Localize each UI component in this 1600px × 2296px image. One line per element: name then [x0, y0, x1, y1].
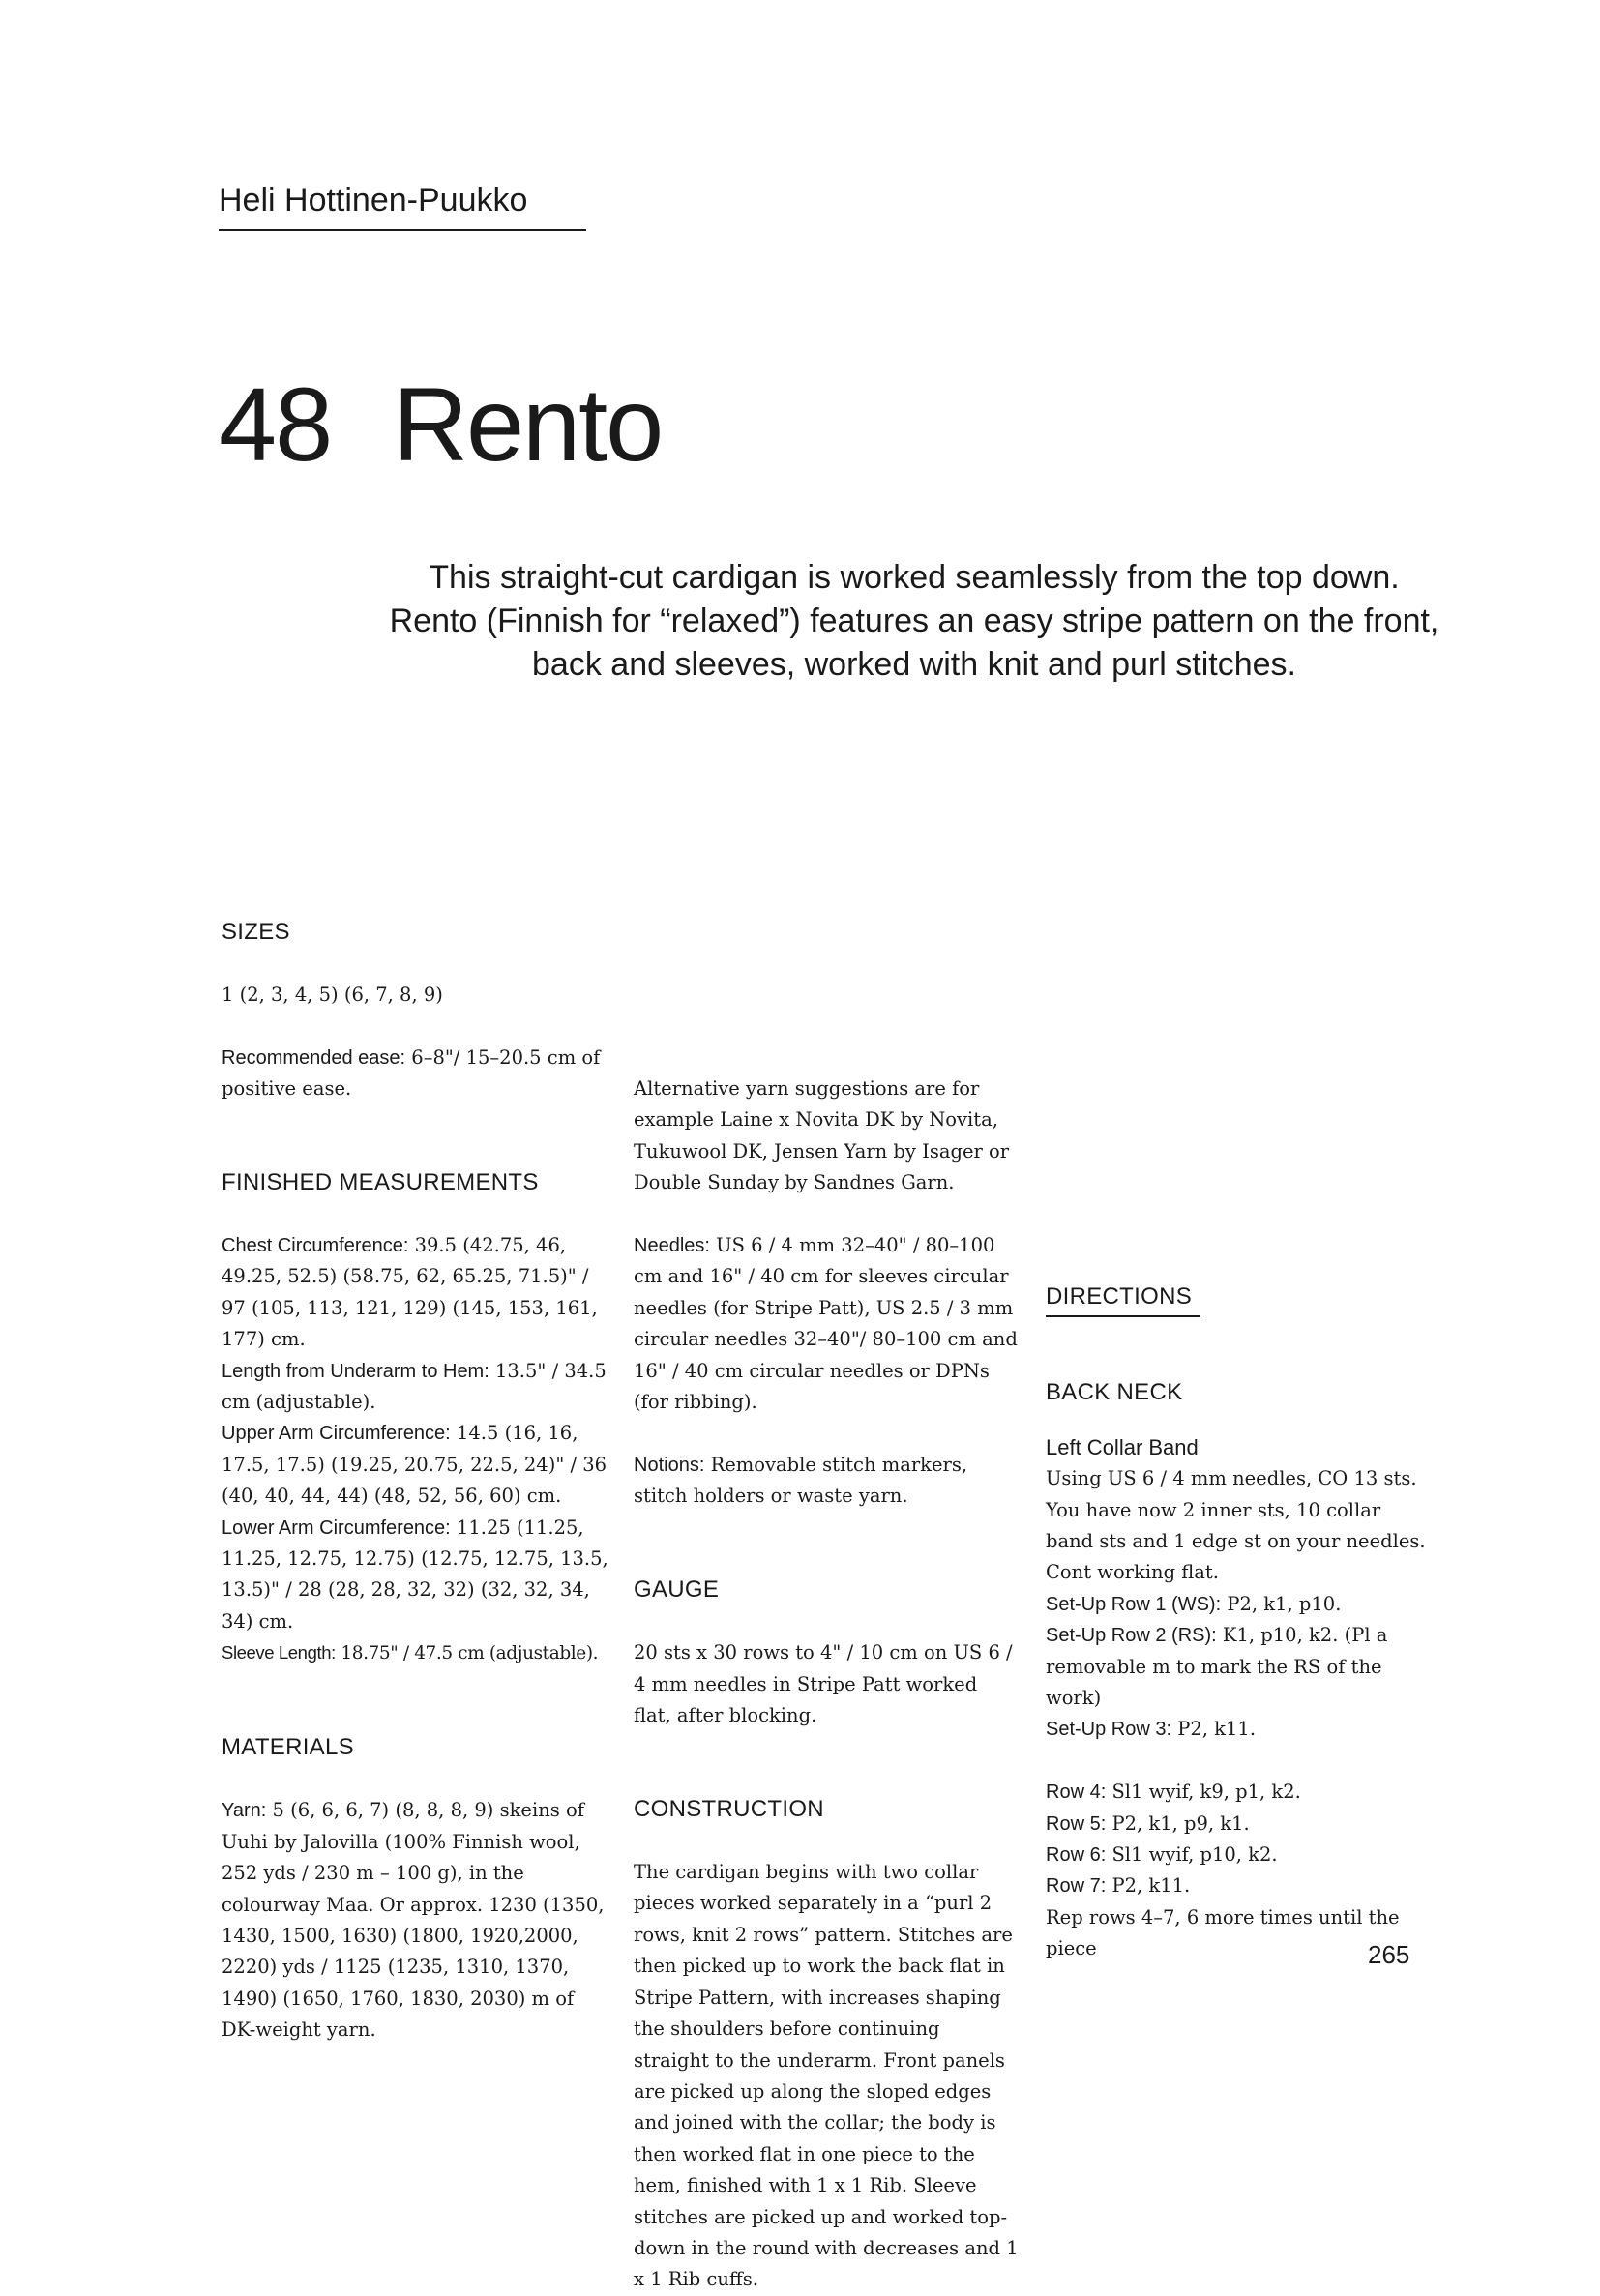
- notions-text: Removable stitch markers, stitch holders or waste yarn.: [634, 1453, 968, 1508]
- measurement-text: 39.5 (42.75, 46, 49.25, 52.5) (58.75, 62, 65.25, 71.5)" / 97 (105, 113, 121, 129) (145, 153, 161, 177) cm.: [222, 1234, 598, 1351]
- gauge-text: 20 sts x 30 rows to 4" / 10 cm on US 6 / 4 mm needles in Stripe Patt worked flat, after blocking.: [634, 1641, 1013, 1727]
- setup-row-label: Set-Up Row 1 (WS):: [1046, 1593, 1222, 1615]
- ease-label: Recommended ease:: [222, 1046, 406, 1069]
- yarn-text: 5 (6, 6, 6, 7) (8, 8, 8, 9) skeins of Uuhi by Jalovilla (100% Finnish wool, 252 yds / 230 m – 100 g), in the colourway Maa. Or approx. 1230 (1350, 1430, 1500, 1630) (1800, 1920,2000, 2220) yds / 1125 (1235, 1310, 1370, 1490) (1650, 1760, 1830, 2030) m of DK-weight yarn.: [222, 1799, 605, 2042]
- collar-intro: Using US 6 / 4 mm needles, CO 13 sts. You have now 2 inner sts, 10 collar band sts and 1 edge st on your needles. Cont working flat.: [1046, 1467, 1426, 1584]
- pattern-row: [1046, 1840, 1433, 1870]
- pattern-row-label: Row 7:: [1046, 1875, 1107, 1898]
- measurement-text: 11.25 (11.25, 11.25, 12.75, 12.75) (12.75, 12.75, 13.5, 13.5)" / 28 (28, 28, 32, 32) (32, 32, 34, 34) cm.: [222, 1516, 608, 1633]
- setup-row: [1046, 1589, 1433, 1620]
- setup-row-label: Set-Up Row 3:: [1046, 1719, 1172, 1741]
- directions-heading: DIRECTIONS: [1046, 1282, 1200, 1317]
- needles-text: US 6 / 4 mm 32–40" / 80–100 cm and 16" / 40 cm for sleeves circular needles (for Stripe Patt), US 2.5 / 3 mm circular needles 32–40"/ 80–100 cm and 16" / 40 cm circular needles or DPNs (for ribbing).: [634, 1234, 1018, 1414]
- left-collar-heading: Left Collar Band: [1046, 1434, 1199, 1459]
- pattern-row-label: Row 5:: [1046, 1812, 1107, 1835]
- measurement-text: 13.5" / 34.5 cm (adjustable).: [222, 1359, 607, 1414]
- materials-heading: MATERIALS: [222, 1734, 354, 1761]
- needles-paragraph: [634, 1230, 1021, 1418]
- measurement-label: Upper Arm Circumference:: [222, 1423, 451, 1445]
- yarn-label: Yarn:: [222, 1800, 267, 1822]
- setup-row-text: P2, k1, p10.: [1221, 1592, 1342, 1615]
- pattern-row: [1046, 1777, 1433, 1808]
- measurement-item: [222, 1513, 608, 1638]
- measurement-item: [222, 1356, 608, 1419]
- measurement-item: [222, 1418, 608, 1512]
- measurement-text: 14.5 (16, 16, 17.5, 17.5) (19.25, 20.75, 22.5, 24)" / 36 (40, 40, 44, 44) (48, 52, 56, 60) cm.: [222, 1422, 607, 1508]
- page-number: 265: [1368, 1940, 1410, 1969]
- needles-label: Needles:: [634, 1235, 710, 1257]
- column-3: [1046, 1281, 1433, 1965]
- alt-yarn-paragraph: Alternative yarn suggestions are for example Laine x Novita DK by Novita, Tukuwool DK, Jensen Yarn by Isager or Double Sunday by Sandnes Garn.: [634, 1077, 1010, 1194]
- back-neck-heading: BACK NECK: [1046, 1379, 1183, 1406]
- pattern-row-text: P2, k11.: [1106, 1874, 1191, 1898]
- gauge-heading: GAUGE: [634, 1576, 720, 1604]
- pattern-row-text: Sl1 wyif, k9, p1, k2.: [1106, 1781, 1301, 1804]
- column-2: [634, 1074, 1021, 2296]
- yarn-paragraph: [222, 1795, 608, 2046]
- pattern-row-text: P2, k1, p9, k1.: [1106, 1811, 1250, 1835]
- pattern-row: [1046, 1809, 1433, 1840]
- construction-text: The cardigan begins with two collar pieces worked separately in a “purl 2 rows, knit 2 rows” pattern. Stitches are then picked up to work the back flat in Stripe Pattern, with increases shaping the shoulders before continuing straight to the underarm. Front panels are picked up along the sloped edges and joined with the collar; the body is then worked flat in one piece to the hem, finished with 1 x 1 Rib. Sleeve stitches are picked up and worked top-down in the round with decreases and 1 x 1 Rib cuffs.: [634, 1861, 1019, 2291]
- finished-heading: FINISHED MEASUREMENTS: [222, 1169, 539, 1196]
- measurement-label: Length from Underarm to Hem:: [222, 1360, 489, 1382]
- pattern-row-text: Sl1 wyif, p10, k2.: [1106, 1843, 1278, 1867]
- measurement-item: [222, 1637, 608, 1669]
- pattern-row-label: Row 6:: [1046, 1844, 1107, 1867]
- author-name: Heli Hottinen-Puukko: [219, 182, 586, 231]
- notions-label: Notions:: [634, 1454, 705, 1476]
- repeat-text: Rep rows 4–7, 6 more times until the piece: [1046, 1905, 1400, 1960]
- sizes-values: 1 (2, 3, 4, 5) (6, 7, 8, 9): [222, 983, 443, 1006]
- measurement-label: Chest Circumference:: [222, 1235, 409, 1256]
- measurement-label: Lower Arm Circumference:: [222, 1516, 451, 1539]
- sizes-heading: SIZES: [222, 919, 290, 945]
- measurement-text: 18.75" / 47.5 cm (adjustable).: [335, 1643, 599, 1664]
- construction-heading: CONSTRUCTION: [634, 1796, 824, 1823]
- setup-row: [1046, 1620, 1433, 1714]
- column-1: [222, 917, 608, 2046]
- pattern-row: [1046, 1870, 1433, 1901]
- intro-paragraph: This straight-cut cardigan is worked seamlessly from the top down. Rento (Finnish for “relaxed”) features an easy stripe pattern on the front, back and sleeves, worked with knit and purl stitches.: [389, 559, 1439, 683]
- ease-paragraph: [222, 1043, 608, 1105]
- pattern-number: 48: [219, 366, 332, 483]
- notions-paragraph: [634, 1450, 1021, 1513]
- setup-row-label: Set-Up Row 2 (RS):: [1046, 1625, 1217, 1647]
- measurement-label: Sleeve Length:: [222, 1642, 336, 1663]
- pattern-row-label: Row 4:: [1046, 1781, 1107, 1804]
- setup-row-text: K1, p10, k2. (Pl a removable m to mark the RS of the work): [1046, 1624, 1388, 1710]
- measurement-item: [222, 1230, 608, 1356]
- setup-row-text: P2, k11.: [1171, 1718, 1257, 1741]
- pattern-name: Rento: [393, 366, 663, 483]
- pattern-title: [219, 366, 663, 483]
- ease-text: 6–8"/ 15–20.5 cm of positive ease.: [222, 1045, 601, 1100]
- setup-row: [1046, 1714, 1433, 1745]
